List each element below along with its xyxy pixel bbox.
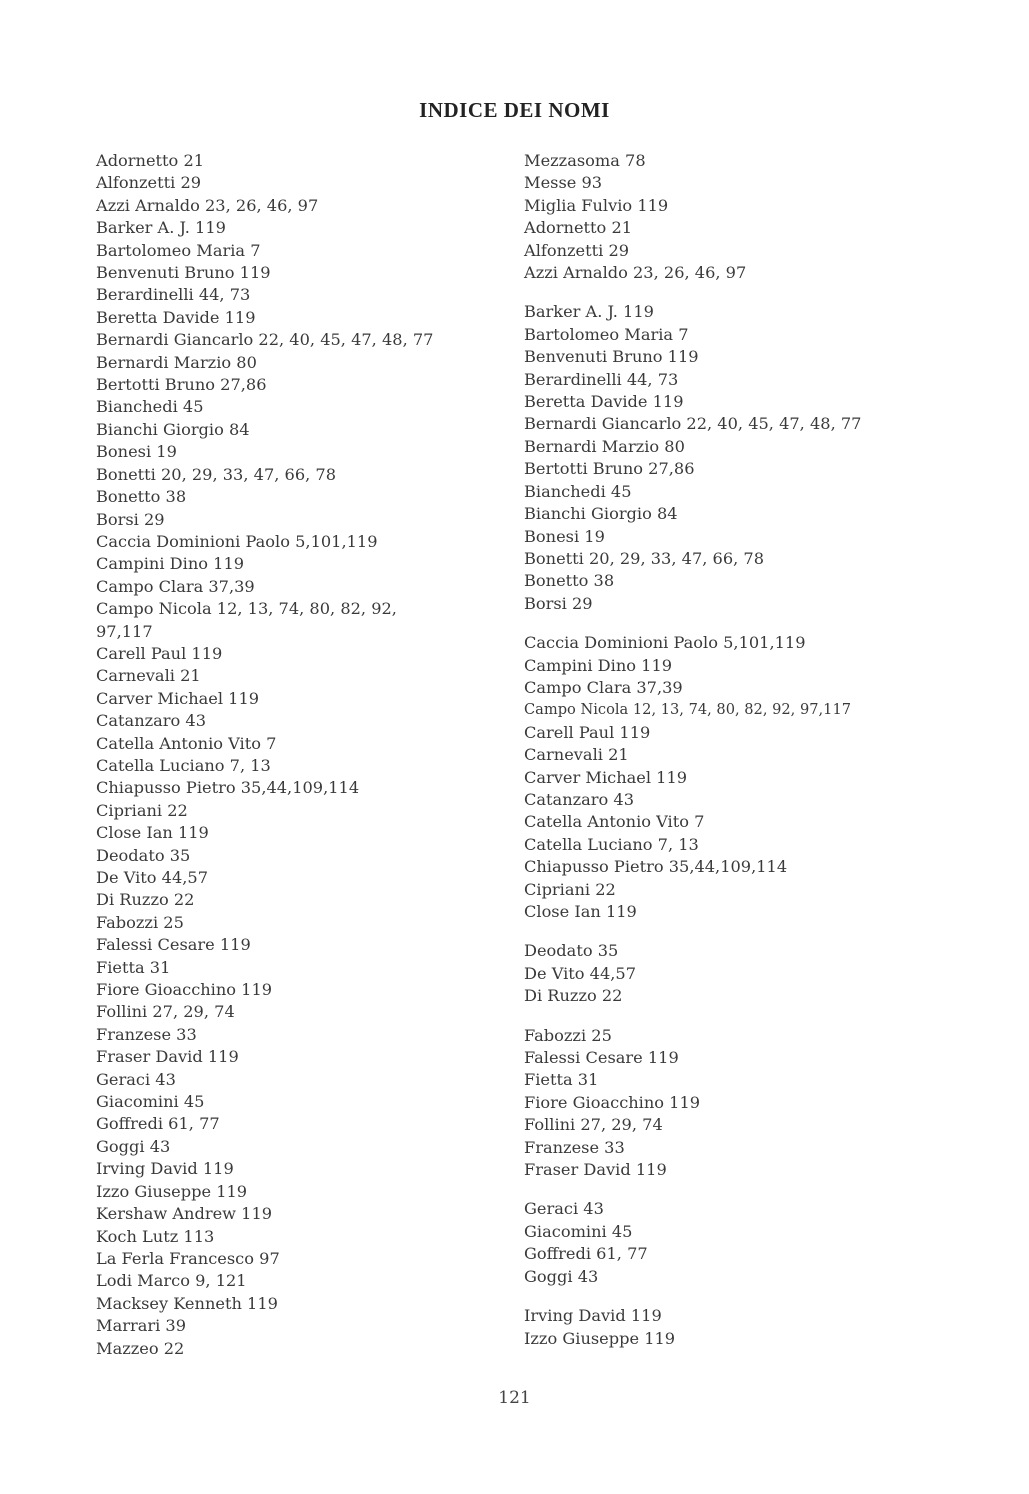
index-entry: Giacomini 45 (524, 1221, 633, 1241)
index-entry: De Vito 44,57 (524, 963, 637, 983)
index-entry: Catanzaro 43 (524, 789, 635, 809)
index-entry: Goffredi 61, 77 (524, 1244, 648, 1264)
index-entry: Chiapusso Pietro 35,44,109,114 (524, 857, 788, 877)
index-entry: Bonesi 19 (96, 442, 177, 462)
index-entry: Carnevali 21 (96, 666, 201, 686)
index-entry: Di Ruzzo 22 (524, 986, 623, 1006)
index-entry: Bernardi Marzio 80 (96, 352, 257, 372)
index-entry: Goggi 43 (524, 1266, 599, 1286)
index-entry: Marrari 39 (96, 1316, 187, 1336)
index-entry: Campo Clara 37,39 (524, 677, 683, 697)
index-entry: Fiore Gioacchino 119 (96, 980, 273, 1000)
index-entry: Miglia Fulvio 119 (524, 195, 669, 215)
group-separator (524, 923, 964, 940)
index-entry: Deodato 35 (524, 941, 619, 961)
index-entry: Goggi 43 (96, 1136, 171, 1156)
index-entry: Barker A. J. 119 (96, 218, 226, 238)
index-entry: Campo Clara 37,39 (96, 576, 255, 596)
index-entry: Bianchi Giorgio 84 (96, 419, 250, 439)
index-entry: Mazzeo 22 (96, 1338, 185, 1358)
index-entry: Bartolomeo Maria 7 (96, 240, 261, 260)
index-entry: Carver Michael 119 (96, 688, 260, 708)
index-entry: Bianchi Giorgio 84 (524, 504, 678, 524)
index-entry: Izzo Giuseppe 119 (96, 1181, 248, 1201)
index-entry: Lodi Marco 9, 121 (96, 1271, 247, 1291)
index-entry: Campini Dino 119 (524, 655, 673, 675)
index-entry: Azzi Arnaldo 23, 26, 46, 97 (524, 263, 747, 283)
index-entry: Falessi Cesare 119 (96, 935, 251, 955)
index-entry: Beretta Davide 119 (96, 307, 256, 327)
index-entry: Fietta 31 (96, 957, 171, 977)
index-entry: Kershaw Andrew 119 (96, 1204, 273, 1224)
index-entry: Bonetto 38 (96, 487, 187, 507)
index-entry: Follini 27, 29, 74 (524, 1115, 663, 1135)
index-entry: Bartolomeo Maria 7 (524, 324, 689, 344)
index-entry: Bernardi Giancarlo 22, 40, 45, 47, 48, 77 (524, 414, 862, 434)
index-entry: Close Ian 119 (524, 902, 637, 921)
index-entry: Fietta 31 (524, 1070, 599, 1090)
index-entry: La Ferla Francesco 97 (96, 1248, 280, 1268)
index-entry: Caccia Dominioni Paolo 5,101,119 (524, 633, 806, 653)
index-entry: Adornetto 21 (96, 151, 205, 170)
index-entry: Alfonzetti 29 (524, 240, 630, 260)
index-entry: Irving David 119 (524, 1306, 662, 1326)
index-entry: Carnevali 21 (524, 745, 629, 765)
index-entry: Borsi 29 (524, 593, 593, 613)
index-entry: Carver Michael 119 (524, 767, 688, 787)
group-separator (524, 284, 964, 301)
index-entry: Bianchedi 45 (96, 397, 204, 417)
index-entry: Barker A. J. 119 (524, 302, 654, 322)
index-column-right (524, 150, 964, 1350)
index-entry: Koch Lutz 113 (96, 1226, 215, 1246)
index-entry: Carell Paul 119 (524, 722, 651, 742)
index-entry: Adornetto 21 (524, 218, 633, 238)
index-entry: Benvenuti Bruno 119 (96, 263, 271, 283)
index-entry: De Vito 44,57 (96, 868, 209, 887)
index-entry: Messe 93 (524, 173, 603, 193)
index-column-left (96, 150, 496, 1360)
index-entry: Catanzaro 43 (96, 711, 207, 731)
group-separator (524, 1288, 964, 1305)
index-entry: Catella Antonio Vito 7 (96, 733, 277, 753)
index-entry: Bernardi Marzio 80 (524, 436, 685, 456)
index-entry: Cipriani 22 (524, 879, 616, 899)
index-entry: Fiore Gioacchino 119 (524, 1092, 701, 1112)
group-separator (524, 1181, 964, 1198)
index-entry: Benvenuti Bruno 119 (524, 347, 699, 367)
index-entry: Fraser David 119 (96, 1047, 239, 1067)
index-entry: Franzese 33 (524, 1137, 625, 1157)
index-entry: Carell Paul 119 (96, 643, 223, 663)
index-entry: Alfonzetti 29 (96, 173, 202, 193)
index-entry: Beretta Davide 119 (524, 392, 684, 412)
index-entry: Catella Antonio Vito 7 (524, 812, 705, 832)
index-entry: Campini Dino 119 (96, 554, 245, 574)
index-entry: Mezzasoma 78 (524, 151, 646, 170)
index-entry: Berardinelli 44, 73 (524, 369, 679, 389)
page-title: INDICE DEI NOMI (419, 98, 610, 122)
index-entry: Azzi Arnaldo 23, 26, 46, 97 (96, 195, 319, 215)
index-entry: Catella Luciano 7, 13 (96, 755, 271, 775)
index-entry: Chiapusso Pietro 35,44,109,114 (96, 778, 360, 798)
index-entry: Giacomini 45 (96, 1092, 205, 1112)
index-entry: Bonetti 20, 29, 33, 47, 66, 78 (96, 464, 337, 484)
index-entry: Bonetti 20, 29, 33, 47, 66, 78 (524, 548, 765, 568)
index-entry: Campo Nicola 12, 13, 74, 80, 82, 92, 97,117 (524, 701, 852, 719)
index-entry: Izzo Giuseppe 119 (524, 1328, 676, 1348)
index-entry: Bonesi 19 (524, 526, 605, 546)
index-entry: Cipriani 22 (96, 800, 188, 820)
index-entry: Campo Nicola 12, 13, 74, 80, 82, 92, 97,117 (96, 599, 397, 641)
index-entry: Fabozzi 25 (524, 1025, 612, 1045)
index-entry: Macksey Kenneth 119 (96, 1293, 278, 1313)
index-entry: Deodato 35 (96, 845, 191, 865)
group-separator (524, 1008, 964, 1025)
index-entry: Fabozzi 25 (96, 912, 184, 932)
group-separator (524, 615, 964, 632)
index-entry: Fraser David 119 (524, 1160, 667, 1180)
index-entry: Bertotti Bruno 27,86 (96, 375, 267, 395)
index-entry: Falessi Cesare 119 (524, 1048, 679, 1068)
index-entry: Irving David 119 (96, 1159, 234, 1179)
index-entry: Follini 27, 29, 74 (96, 1002, 235, 1022)
index-entry: Borsi 29 (96, 509, 165, 529)
index-entry: Geraci 43 (96, 1069, 176, 1089)
index-entry: Catella Luciano 7, 13 (524, 834, 699, 854)
index-entry: Close Ian 119 (96, 823, 209, 843)
index-entry: Bertotti Bruno 27,86 (524, 459, 695, 479)
index-entry: Franzese 33 (96, 1024, 197, 1044)
page-number: 121 (498, 1388, 531, 1408)
index-entry: Di Ruzzo 22 (96, 890, 195, 910)
index-entry: Goffredi 61, 77 (96, 1114, 220, 1134)
index-entry: Bianchedi 45 (524, 481, 632, 501)
index-entry: Berardinelli 44, 73 (96, 285, 251, 305)
index-entry: Bernardi Giancarlo 22, 40, 45, 47, 48, 77 (96, 330, 434, 350)
index-entry: Caccia Dominioni Paolo 5,101,119 (96, 531, 378, 551)
index-entry: Geraci 43 (524, 1199, 604, 1219)
index-entry: Bonetto 38 (524, 571, 615, 591)
